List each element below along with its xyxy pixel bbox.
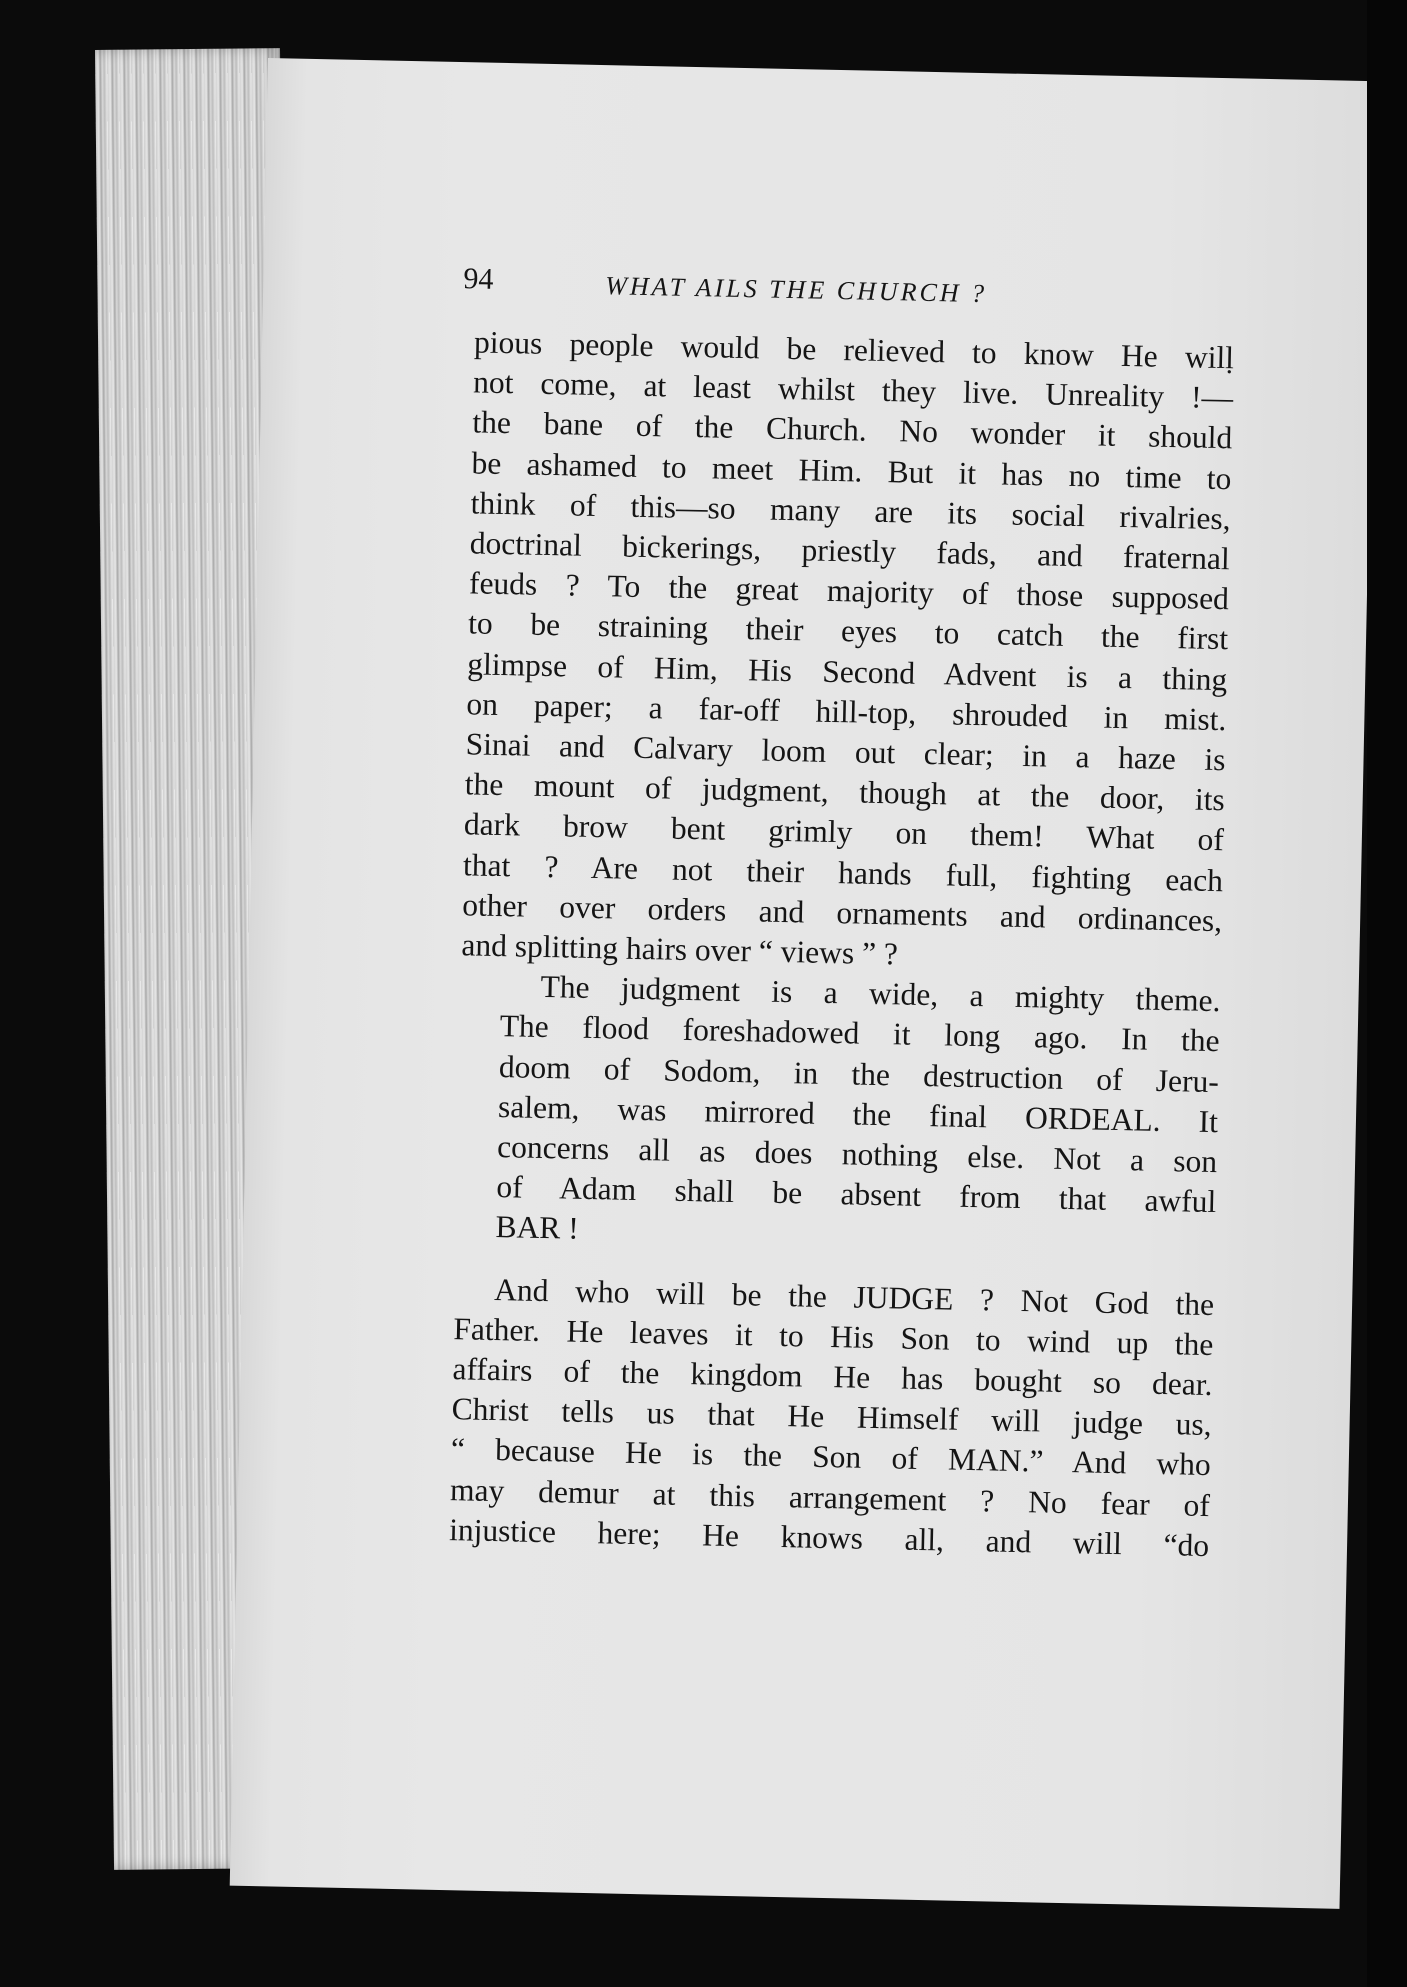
text-line: the bane of the Church. No wonder it should [472,404,1233,456]
text-line: dark brow bent grimly on them! What of [463,806,1225,858]
running-title: WHAT AILS THE CHURCH ? [605,271,988,309]
page-number: 94 [463,262,494,296]
paragraph-3 [449,1269,1215,1566]
text-line: glimpse of Him, His Second Advent is a thing [466,645,1228,697]
text-line: The flood foreshadowed it long ago. In the [499,1008,1220,1059]
text-line: Sinai and Calvary loom out clear; in a haze is [465,726,1226,778]
text-line: of Adam shall be absent from that awful [496,1169,1217,1220]
page-sheet [230,58,1378,1909]
text-line: “ because He is the Son of MAN.” And who [450,1431,1212,1483]
text-line: doctrinal bickerings, priestly fads, and fraternal [469,525,1231,577]
text-line: The judgment is a wide, a mighty theme. [540,969,1221,1019]
text-line: that ? Are not their hands full, fighting each [462,846,1224,898]
text-line: on paper; a far-off hill-top, shrouded in mist. [466,686,1227,738]
right-shadow [1367,0,1407,1987]
text-line: concerns all as does nothing else. Not a son [496,1129,1218,1180]
text-line: pious people would be relieved to know He wilḷ [473,324,1235,376]
text-line: to be straining their eyes to catch the first [467,605,1229,657]
text-block [449,262,1236,1566]
text-line: doom of Sodom, in the destruction of Jeru- [498,1048,1220,1099]
text-line: not come, at least whilst they live. Unreality !— [472,364,1234,416]
text-line: feuds ? To the great majority of those supposed [468,565,1230,617]
text-line: Christ tells us that He Himself will judge us, [451,1391,1212,1443]
text-line: be ashamed to meet Him. But it has no time to [471,444,1232,496]
text-line: affairs of the kingdom He has bought so dear. [452,1351,1213,1403]
text-line: think of this—so many are its social rivalries, [470,485,1231,537]
text-line: may demur at this arrangement ? No fear of [449,1471,1211,1523]
text-line: injustice here; He knows all, and will “do [448,1512,1210,1563]
text-line: and splitting hairs over “ views ” ? [461,927,899,972]
text-line: salem, was mirrored the final ORDEAL. It [497,1088,1219,1139]
text-line: other over orders and ornaments and ordinances, [461,887,1223,939]
paragraph-1 [461,322,1234,981]
text-line: And who will be the JUDGE ? Not God the [493,1271,1215,1322]
text-line: the mount of judgment, though at the door, its [464,766,1226,818]
text-line: Father. He leaves it to His Son to wind up the [453,1311,1214,1362]
text-line: BAR ! [495,1209,580,1247]
paragraph-2 [455,965,1221,1262]
